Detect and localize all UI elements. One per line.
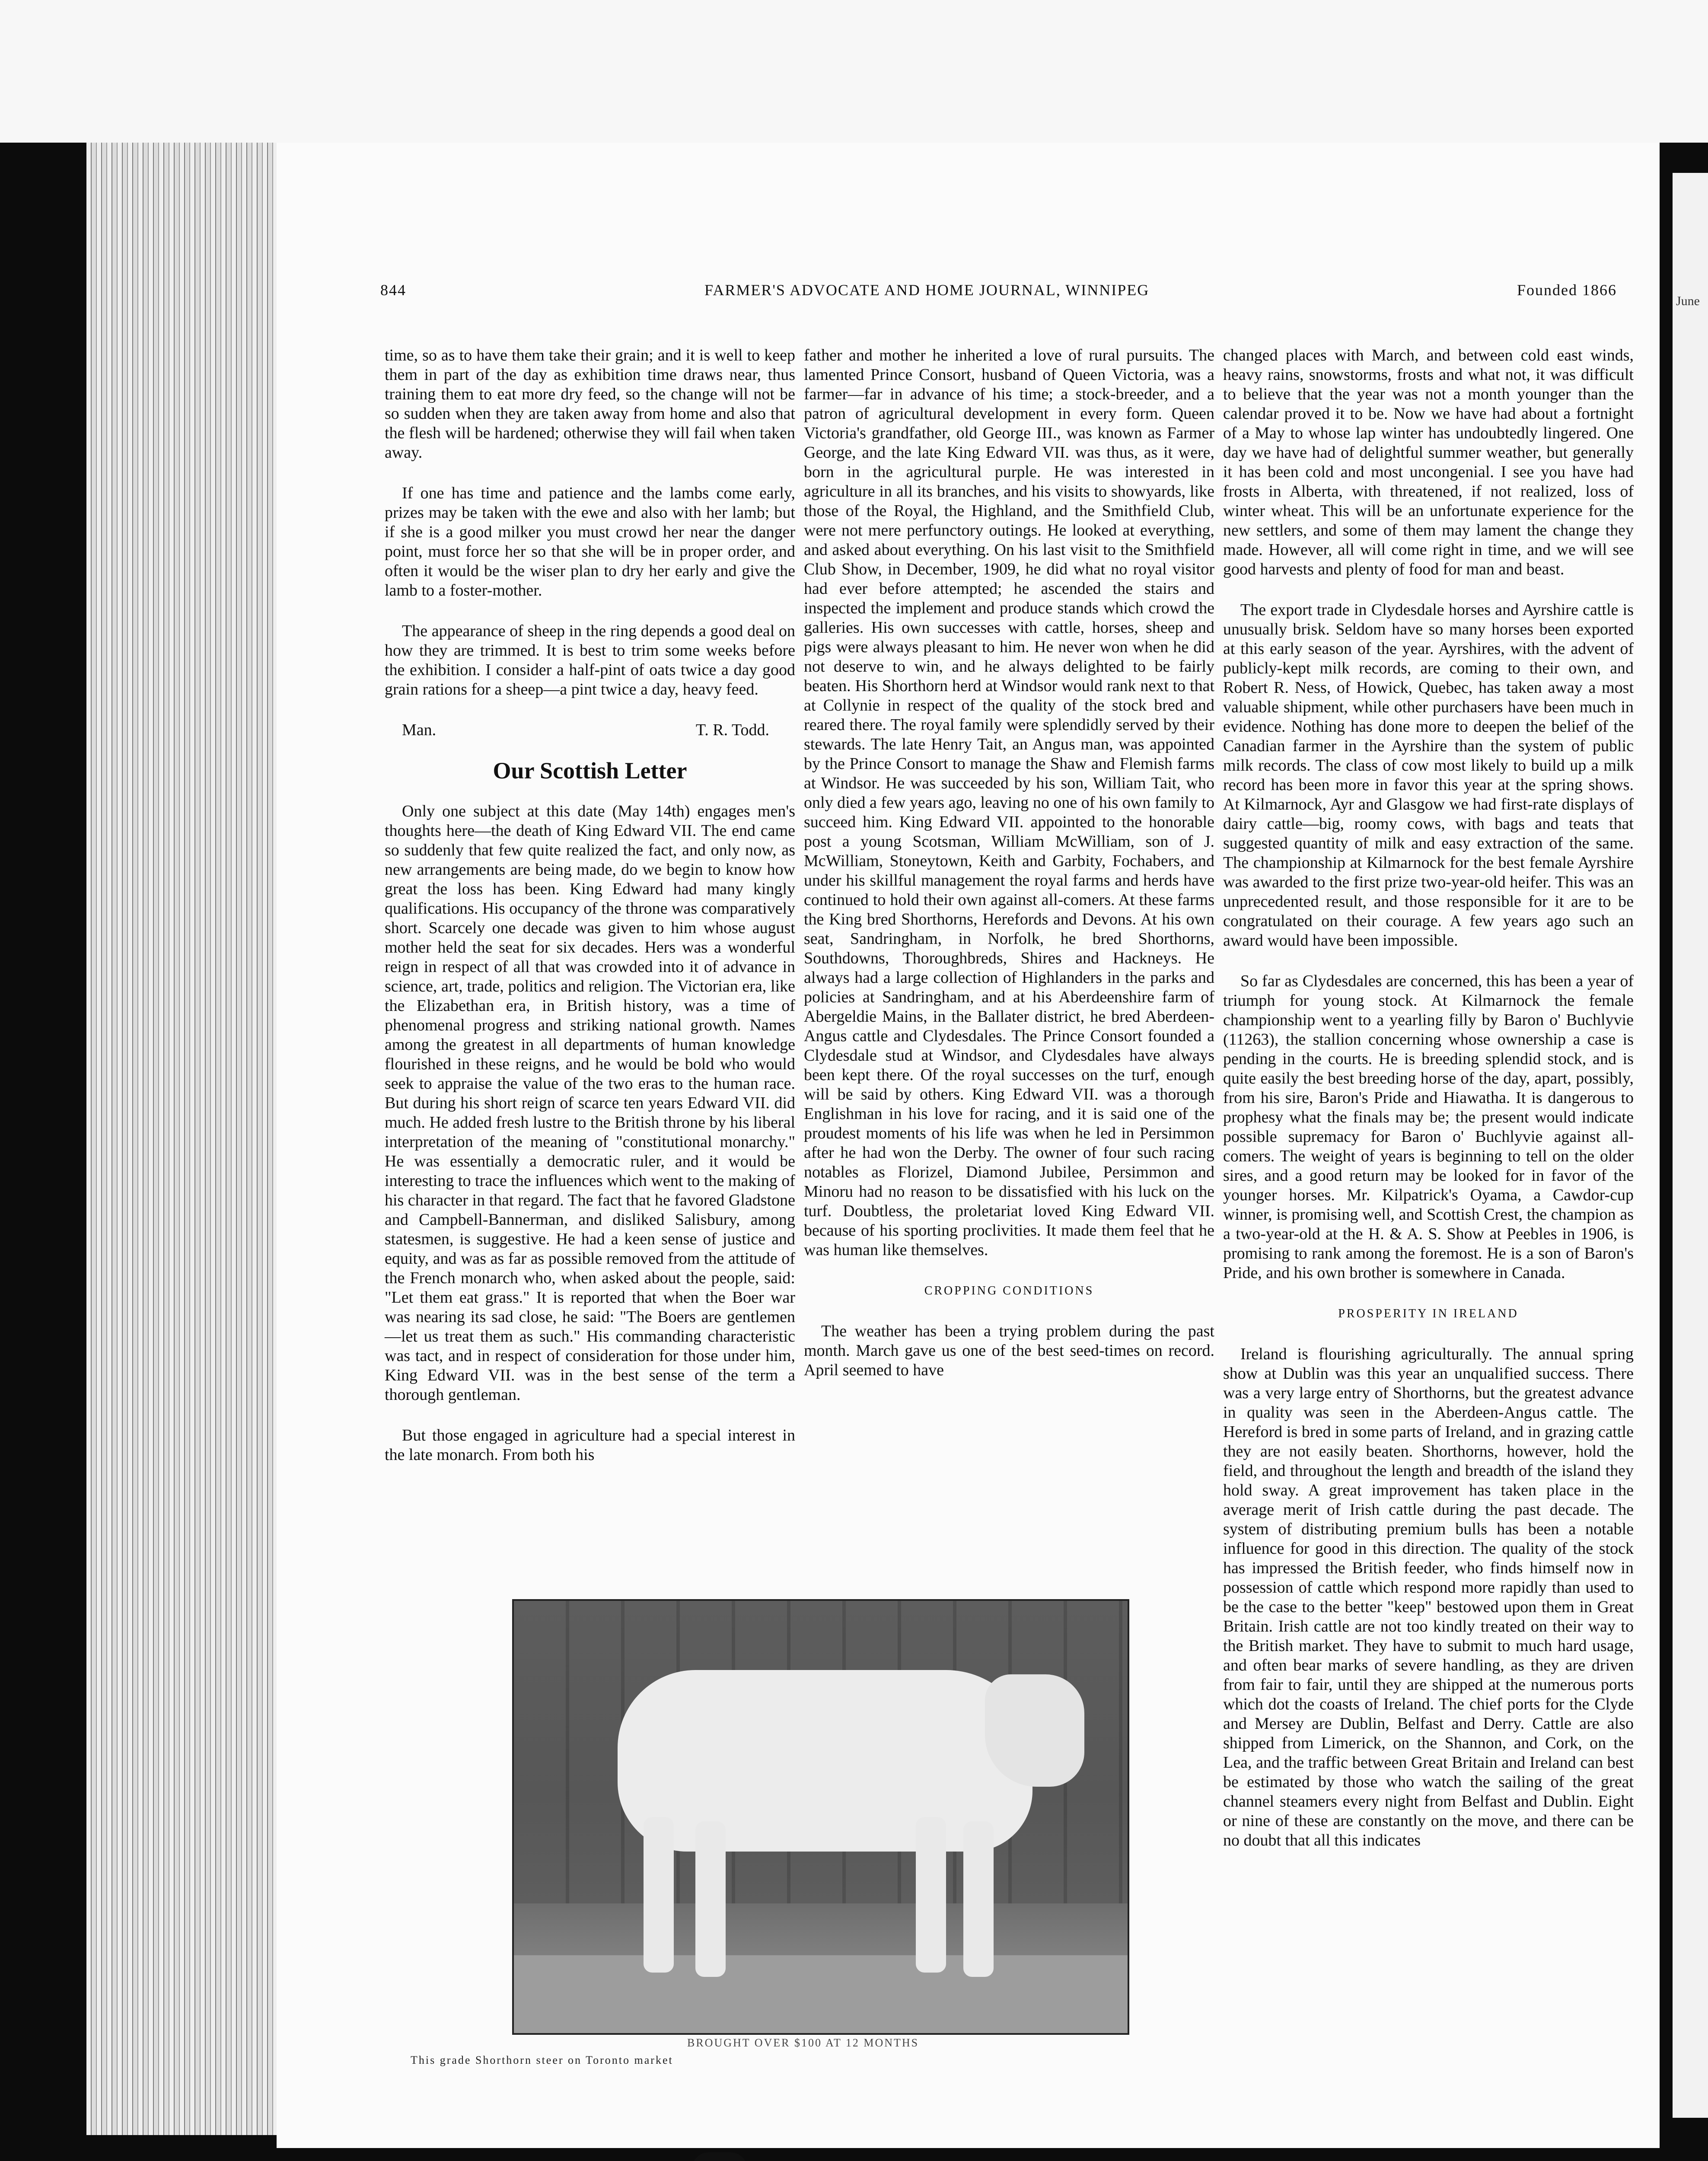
steer-leg xyxy=(916,1817,946,1973)
paragraph: The export trade in Clydesdale horses and Ayrshire cattle is unusually brisk. Seldom have so many horses been exported at this early season of the year. Ayrshires, with the advent of publicly-kept milk records, are coming to their own, and Robert R. Ness, of Howick, Quebec, has taken away a most valuable shipment, while other purchasers have been much in evidence. Nothing has done more to deepen the belief of the Canadian farmer in the Ayrshire than the system of public milk records. The class of cow most likely to build up a milk record has been more in favor this year at the spring shows. At Kilmarnock, Ayr and Glasgow we had first-rate displays of dairy cattle—big, roomy cows, with bags and teats that suggested quantity of milk and easy extraction of the same. The championship at Kilmarnock for the best female Ayrshire was awarded to the first prize two-year-old heifer. This was an unprecedented result, and those responsible for it are to be congratulated on their courage. A few years ago such an award would have been impossible. xyxy=(1223,601,1634,950)
figure-caption: This grade Shorthorn steer on Toronto market xyxy=(411,2054,673,2066)
steer-photograph xyxy=(512,1599,1129,2035)
founded-label: Founded 1866 xyxy=(1517,281,1617,299)
steer-head xyxy=(985,1674,1084,1787)
column-3 xyxy=(1223,326,1634,1871)
steer-leg xyxy=(644,1817,674,1973)
paragraph: Only one subject at this date (May 14th) engages men's thoughts here—the death of King Edward VII. The end came so suddenly that few quite realized the fact, and only now, as new arrangements are being made, do we begin to know how great the loss has been. King Edward had many kingly qualifications. His occupancy of the throne was comparatively short. Scarcely one decade was given to him whose august mother held the seat for six decades. Hers was a wonderful reign in respect of all that was crowded into it of advance in science, art, trade, politics and religion. The Victorian era, like the Elizabethan era, in British history, was a time of phenomenal progress and striking national growth. Names among the greatest in all departments of human knowledge flourished in these reigns, and he would be bold who would seek to appraise the value of the two eras to the human race. But during his short reign of scarce ten years Edward VII. did much. He added fresh lustre to the British throne by his liberal interpretation of the meaning of "constitutional monarchy." He was essentially a democratic ruler, and it would be interesting to trace the influences which went to the making of his character in that regard. The fact that he favored Gladstone and Campbell-Bannerman, and disliked Salisbury, among statesmen, is suggestive. He had a keen sense of justice and equity, and was as far as possible removed from the attitude of the French monarch who, when asked about the people, said: "Let them eat grass." It is reported that when the Boer war was nearing its sad close, he said: "The Boers are gentlemen—let us treat them as such." His commanding characteristic was tact, and in respect of consideration for those under him, King Edward VII. was in the best sense of the term a thorough gentleman. xyxy=(385,802,795,1404)
journal-title: FARMER'S ADVOCATE AND HOME JOURNAL, WINNIPEG xyxy=(704,281,1150,299)
paragraph: If one has time and patience and the lambs come early, prizes may be taken with the ewe and also with her lamb; but if she is a good milker you must crowd her near the danger point, must force her so that she will be in proper order, and often it would be the wiser plan to dry her early and give the lamb to a foster-mother. xyxy=(385,484,795,599)
scanner-background-top xyxy=(0,0,1708,143)
steer-leg xyxy=(963,1821,994,1977)
signature xyxy=(385,720,795,740)
facing-page-edge xyxy=(1673,173,1708,2118)
column-2 xyxy=(804,326,1214,1401)
signature-name: T. R. Todd. xyxy=(695,721,769,739)
page-number: 844 xyxy=(380,281,406,299)
section-heading: PROSPERITY IN IRELAND xyxy=(1338,1307,1519,1320)
figure-title: BROUGHT OVER $100 AT 12 MONTHS xyxy=(687,2037,919,2049)
paragraph: So far as Clydesdales are concerned, this has been a year of triumph for young stock. At Kilmarnock the female championship went to a yearling filly by Baron o' Buchlyvie (11263), the stallion concerning whose ownership a case is pending in the courts. He is breeding splendid stock, and is quite easily the best breeding horse of the day, apart, possibly, from his sire, Baron's Pride and Hiawatha. It is dangerous to prophesy what the finals may be; the present would indicate possible supremacy for Baron o' Buchlyvie against all-comers. The weight of years is beginning to tell on the older sires, and a good return may be looked for in favor of the younger horses. Mr. Kilpatrick's Oyama, a Cawdor-cup winner, is promising well, and Scottish Crest, the champion as a two-year-old at the H. & A. S. Show at Peebles in 1906, is promising to rank among the foremost. He is a son of Baron's Pride, and his own brother is somewhere in Canada. xyxy=(1223,972,1634,1282)
paragraph: time, so as to have them take their grain; and it is well to keep them in part of the day as exhibition time draws near, thus training them to eat more dry feed, so the change will not be so sudden when they are taken away from home and also that the flesh will be hardened; otherwise they will fail when taken away. xyxy=(385,346,795,462)
next-page-label: June xyxy=(1676,294,1700,308)
book-page-edges xyxy=(86,143,290,2135)
ground xyxy=(514,1955,1128,2033)
steer-leg xyxy=(695,1821,726,1977)
paragraph: The weather has been a trying problem during the past month. March gave us one of the best seed-times on record. April seemed to have xyxy=(804,1322,1214,1379)
paragraph: The appearance of sheep in the ring depends a good deal on how they are trimmed. It is best to trim some weeks before the exhibition. I consider a half-pint of oats twice a day good grain rations for a sheep—a pint twice a day, heavy feed. xyxy=(385,622,795,698)
paragraph: Ireland is flourishing agriculturally. The annual spring show at Dublin was this year an unqualified success. There was a very large entry of Shorthorns, but the greatest advance in quality was seen in the Aberdeen-Angus cattle. The Hereford is bred in some parts of Ireland, and in grazing cattle they are not easily beaten. Shorthorns, however, hold the field, and throughout the length and breadth of the island they hold sway. A great improvement has taken place in the average merit of Irish cattle during the past decade. The system of distributing premium bulls has been a notable influence for good in this direction. The quality of the stock has impressed the British feeder, who finds himself now in possession of cattle which respond more rapidly than used to be the case to the better "keep" bestowed upon them in Great Britain. Irish cattle are not too kindly treated on their way to the British market. They have to submit to much hard usage, and often bear marks of severe handling, as they are driven from fair to fair, until they are shipped at the numerous ports which dot the coasts of Ireland. The chief ports for the Clyde and Mersey are Dublin, Belfast and Derry. Cattle are also shipped from Limerick, on the Shannon, and Cork, on the Lea, and the traffic between Great Britain and Ireland can best be estimated by those who watch the sailing of the great channel steamers every night from Belfast and Dublin. Eight or nine of these are constantly on the move, and there can be no doubt that all this indicates xyxy=(1223,1345,1634,1849)
paragraph: changed places with March, and between cold east winds, heavy rains, snowstorms, frosts and what not, it was difficult to believe that the year was not a month younger than the calendar proved it to be. Now we have had about a fortnight of a May to whose lap winter has undoubtedly lingered. One day we have had of delightful summer weather, but generally it has been cold and most uncongenial. I see you have had frosts in Alberta, with threatened, if not realized, loss of winter wheat. This will be an unfortunate experience for the new settlers, and some of them may lament the change they made. However, all will come right in time, and we will see good harvests and plenty of food for man and beast. xyxy=(1223,346,1634,578)
article-heading: Our Scottish Letter xyxy=(493,758,687,784)
page-clip xyxy=(691,2152,748,2161)
column-1 xyxy=(385,326,795,1486)
section-heading: CROPPING CONDITIONS xyxy=(924,1284,1094,1297)
paragraph: But those engaged in agriculture had a special interest in the late monarch. From both his xyxy=(385,1426,795,1464)
paragraph: father and mother he inherited a love of rural pursuits. The lamented Prince Consort, husband of Queen Victoria, was a farmer—far in advance of his time; a stock-breeder, and a patron of agricultural development in every form. Queen Victoria's grandfather, old George III., was known as Farmer George, and the late King Edward VII. was thus, as it were, born in the agricultural purple. He was interested in agriculture in all its branches, and his visits to showyards, like those of the Royal, the Highland, and the Smithfield Club, were not mere perfunctory outings. He looked at everything, and asked about everything. On his last visit to the Smithfield Club Show, in December, 1909, he did what no royal visitor had ever before attempted; he ascended the stairs and inspected the implement and produce stands which crowd the galleries. His own successes with cattle, horses, sheep and pigs were always pleasant to him. He never won when he did not deserve to win, and he always delighted to be fairly beaten. His Shorthorn herd at Windsor would rank next to that at Collynie in respect of the quality of the stock bred and reared there. The royal family were splendidly served by their stewards. The late Henry Tait, an Angus man, was appointed by the Prince Consort to manage the Shaw and Flemish farms at Windsor. He was succeeded by his son, William Tait, who only died a few years ago, leaving no one of his own family to succeed him. King Edward VII. appointed to the honorable post a young Scotsman, William McWilliam, son of J. McWilliam, Stoneytown, Keith and Garbity, Fochabers, and under his skillful management the royal farms and herds have continued to hold their own against all-comers. At these farms the King bred Shorthorns, Herefords and Devons. At his own seat, Sandringham, in Norfolk, he bred Shorthorns, Southdowns, Thoroughbreds, Shires and Hackneys. He always had a large collection of Highlanders in the parks and policies at Sandringham, and at his Aberdeenshire farm of Abergeldie Mains, in the Ballater district, he bred Aberdeen-Angus cattle and Clydesdales. The Prince Consort founded a Clydesdale stud at Windsor, and Clydesdales have always been kept there. Of the royal successes on the turf, enough will be said by others. King Edward VII. was a thorough Englishman in his love for racing, and it is said one of the proudest moments of his life was when he led in Persimmon after he had won the Derby. The owner of four such racing notables as Florizel, Diamond Jubilee, Persimmon and Minoru had no reason to be dissatisfied with his luck on the turf. Doubtless, the proletariat loved King Edward VII. because of his sporting proclivities. It made them feel that he was human like themselves. xyxy=(804,346,1214,1259)
signature-place: Man. xyxy=(402,721,437,739)
